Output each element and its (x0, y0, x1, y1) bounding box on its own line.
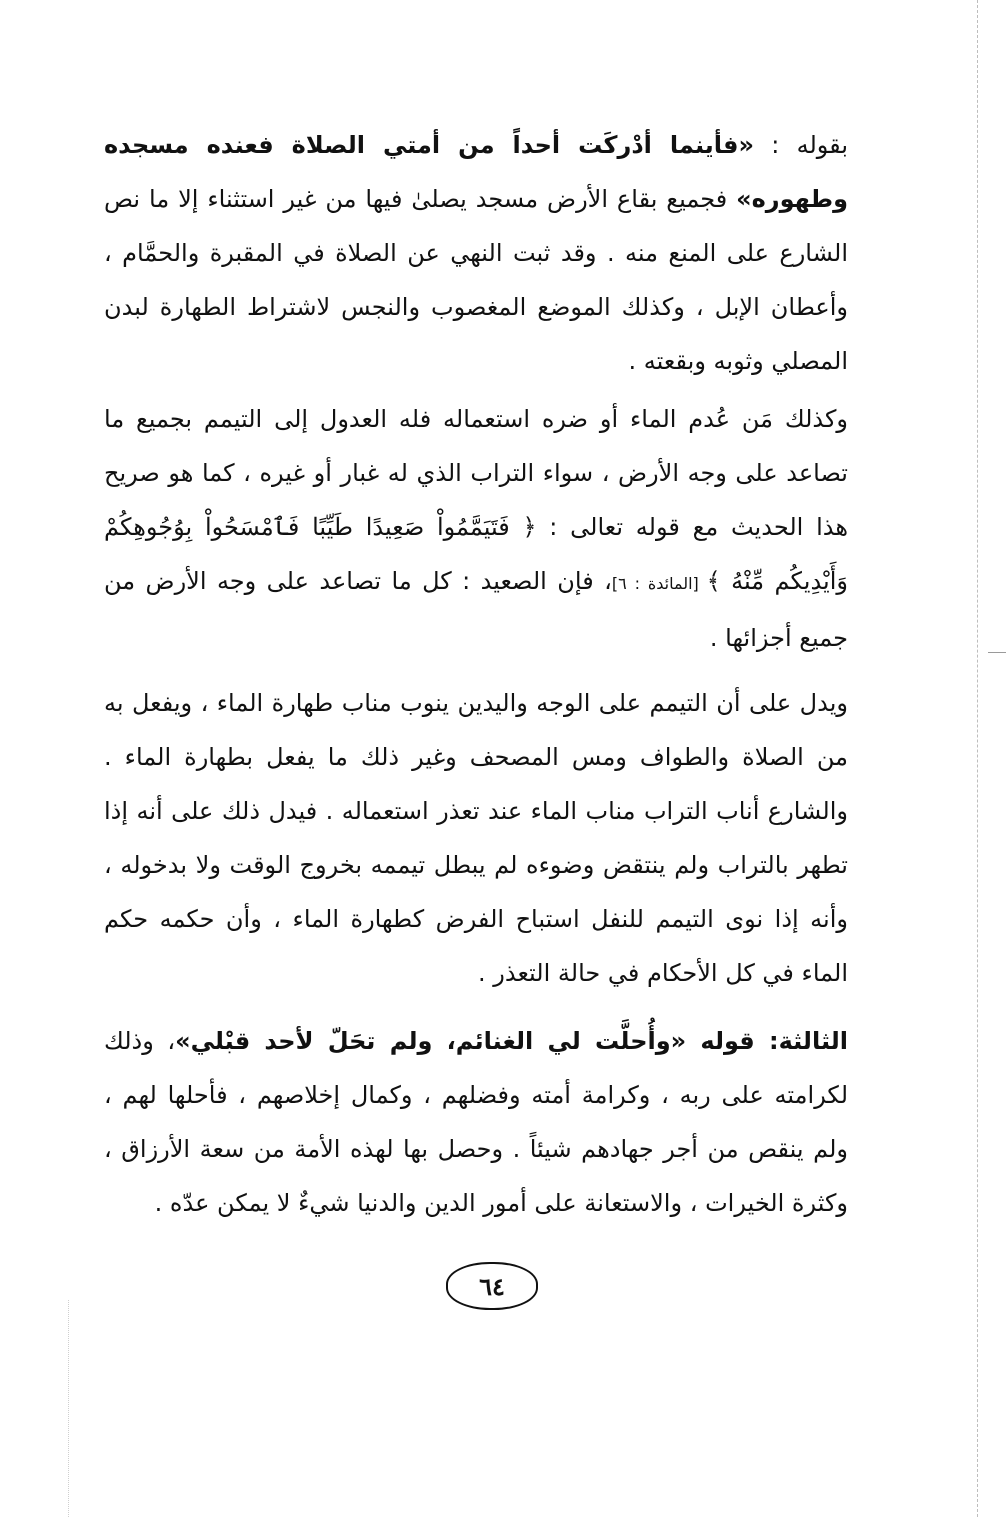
paragraph-1 (104, 118, 848, 388)
paragraph-4-lead: الثالثة: قوله «وأُحلَّت لي الغنائم، ولم تحَلّ لأحد قبْلي» (175, 1027, 848, 1055)
scan-edge-line (977, 0, 978, 1517)
paragraph-3 (104, 676, 848, 1000)
paragraph-4-body: ، وذلك لكرامته على ربه ، وكرامة أمته وفضلهم ، وكمال إخلاصهم ، فأحلها لهم ، ولم ينقص من أجر جهادهم شيئاً . وحصل بها لهذه الأمة من سعة الأرزاق ، وكثرة الخيرات ، والاستعانة على أمور الدين والدنيا شيءٌ لا يمكن عدّه . (104, 1027, 848, 1217)
page-number: ٦٤ (479, 1271, 505, 1301)
paragraph-1-lead: بقوله : (754, 131, 849, 159)
paragraph-1-body: فجميع بقاع الأرض مسجد يصلىٰ فيها من غير استثناء إلا ما نص الشارع على المنع منه . وقد ثبت النهي عن الصلاة في المقبرة والحمَّام ، وأعطان الإبل ، وكذلك الموضع المغصوب والنجس لاشتراط الطهارة لبدن المصلي وثوبه وبقعته . (104, 185, 848, 375)
paragraph-3-body: ويدل على أن التيمم على الوجه واليدين ينوب مناب طهارة الماء ، ويفعل به من الصلاة والطواف ومس المصحف وغير ذلك ما يفعل بطهارة الماء . والشارع أناب التراب مناب الماء عند تعذر استعماله . فيدل ذلك على أنه إذا تطهر بالتراب ولم ينتقض وضوءه لم يبطل تيممه بخروج الوقت ولا بدخوله ، وأنه إذا نوى التيمم للنفل استباح الفرض كطهارة الماء ، وأن حكمه حكم الماء في كل الأحكام في حالة التعذر . (104, 689, 848, 987)
page-number-frame (446, 1262, 538, 1310)
paragraph-2-tail: ، فإن الصعيد : كل ما تصاعد على وجه الأرض من جميع أجزائها . (104, 567, 848, 652)
verse-citation: [المائدة : ٦] (611, 574, 707, 593)
scan-edge-line-left (68, 1300, 69, 1517)
paragraph-2 (104, 392, 848, 665)
quran-verse: ﴿ فَتَيَمَّمُواْ صَعِيدًا طَيِّبًا فَٱمْسَحُواْ بِوُجُوهِكُمْ وَأَيْدِيكُم مِّنْهُ ﴾ (104, 513, 848, 595)
hadith-quote: «فأينما أدْركَت أحداً من أمتي الصلاة فعنده مسجده وطهوره» (104, 131, 848, 213)
margin-tick-mark (988, 652, 1006, 653)
paragraph-2-lead: وكذلك مَن عُدم الماء أو ضره استعماله فله العدول إلى التيمم بجميع ما تصاعد على وجه الأرض ، سواء التراب الذي له غبار أو غيره ، كما هو صريح هذا الحديث مع قوله تعالى : (104, 405, 848, 541)
paragraph-4 (104, 1014, 848, 1230)
